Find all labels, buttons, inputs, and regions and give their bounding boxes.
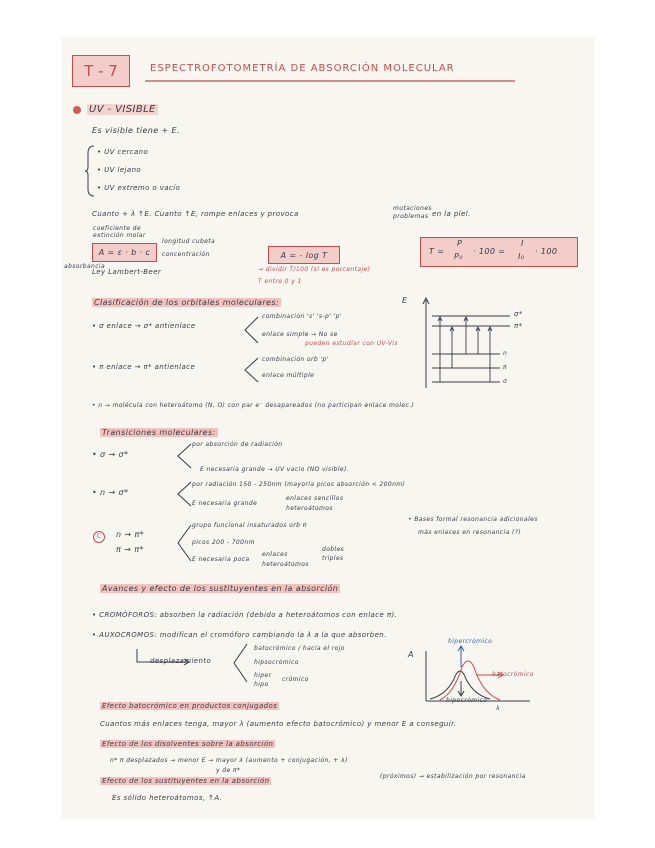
angle-bracket [243,316,259,344]
angle-bracket [232,643,248,683]
energy-axis-label: E [402,296,408,305]
cromoforos-definition: • CROMÓFOROS: absorben la radiación (debido a heteroátomos con enlace π). [92,611,398,619]
uv-list-item: • UV lejano [97,166,142,174]
transition-detail: por absorción de radiación [192,441,283,448]
transition-detail: enlaces [262,551,288,558]
transition-detail: picos 200 - 700nm [192,539,255,546]
sigma-detail: combinación 's' 's-p' 'p' [262,313,342,320]
graph-x-label: λ [496,705,500,712]
transition-detail: triples [322,555,344,562]
lambert-side-label: concentración [162,251,210,258]
uv-note: Cuanto + λ ↑E. Cuanto ↑E, rompe enlaces y provoca [92,210,299,218]
section-classification-heading: Clasificación de los orbitales moleculares: [94,298,280,307]
graph-y-label: A [408,650,414,659]
pi-detail: combinación orb 'p' [262,356,329,363]
displacement-type: crómico [282,676,309,683]
transition-detail: grupo funcional insaturados orb π [192,522,307,529]
auxocromos-definition: • AUXOCROMOS: modifican el cromóforo cambiando la λ a la que absorben. [92,631,387,639]
sigma-detail: enlace simple → No se [262,331,338,338]
energy-level-label: π [503,364,508,371]
transition-detail: E necesaria grande [192,500,258,507]
transition-n-pi: n → π* [116,530,145,539]
uv-intro: Es visible tiene + E. [92,126,180,135]
transition-detail: E necesaria grande → UV vacío (NO visible). [200,466,350,473]
angle-bracket [243,357,259,383]
transition-detail: heteroátomos [262,561,309,568]
transition-n-sigma: • n → σ* [92,488,129,497]
solvents-paragraph: y de π* [216,767,241,774]
page-title: ESPECTROFOTOMETRÍA DE ABSORCIÓN MOLECULAR [150,63,455,74]
energy-level-label: n [503,350,508,357]
transition-detail: dobles [322,546,345,553]
graph-label-hipercromico: hipercrómico [448,638,493,645]
transmittance-formula: T = P P₀ · 100 = I I₀ · 100 [420,237,578,267]
absorbance-label: absorbancia [64,263,106,270]
transition-detail: por radiación 150 - 250nm (mayoría picos absorción < 200nm) [192,481,406,488]
uv-note-end: en la piel. [432,210,471,218]
uv-note-brace-item: problemas [393,213,429,220]
molar-coefficient-label: coeficiente de [93,225,141,232]
sigma-detail-note: pueden estudiar con UV-Vis [305,340,398,347]
energy-level-diagram [420,292,540,392]
circled-mark: C [93,531,105,543]
displacement-label: desplazamiento [150,657,212,665]
uv-list-item: • UV extremo o vacío [97,184,181,192]
substituents-paragraph: Es sólido heteroátomos, ↑A. [112,794,223,802]
graph-label-hipocromico: hipocrómico [446,697,488,704]
transition-detail: enlaces sencillos [286,495,344,502]
conjugated-paragraph: Cuantos más enlaces tenga, mayor λ (aumento efecto batocrómico) y menor E a conseguir. [100,720,457,728]
title-underline [145,78,525,84]
transition-detail: heteroátomos [286,505,333,512]
solvents-paragraph: (próximos) → estabilización por resonancia [380,773,526,780]
transition-sigma: • σ → σ* [92,450,129,459]
sigma-orbital: • σ enlace → σ* antienlace [92,322,196,330]
molar-coefficient-label: extinción molar [93,232,146,239]
section-transitions-heading: Transiciones moleculares: [102,428,216,437]
displacement-type: hipsocrómico [254,659,299,666]
transition-detail: E necesaria poca [192,556,250,563]
section-avances-heading: Avances y efecto de los sustituyentes en la absorción [102,584,339,593]
uv-note-brace-item: mutaciones [393,205,432,212]
lambert-beer-formula: A = ε · b · c [92,243,157,262]
absorbance-note: T entre 0 y 1 [258,278,302,285]
uv-list-item: • UV cercano [97,148,149,156]
list-brace [84,145,96,197]
energy-level-label: σ [503,378,508,385]
energy-level-label: π* [514,322,523,330]
displacement-type: hiper [254,672,272,679]
angle-bracket [176,443,192,469]
lambert-side-label: longitud cubeta [162,238,216,245]
absorbance-note: → dividir T/100 (si es porcentaje) [258,266,371,273]
absorbance-formula: A = - log T [268,246,340,264]
section-uv-heading: UV - VISIBLE [89,104,156,115]
displacement-type: hipo [254,681,269,688]
transition-pi-pi: π → π* [116,545,144,554]
bullet-dot [73,106,81,114]
energy-level-label: σ* [514,310,523,318]
side-note: • Bases formal resonancia adicionales [408,516,538,523]
topic-tag: T - 7 [72,55,130,87]
displacement-type: batocrómico / hacia el rojo [254,645,345,652]
lambert-beer-name: Ley Lambert-Beer [92,268,162,276]
pi-detail: enlace múltiple [262,372,315,379]
pi-orbital: • π enlace → π* antienlace [92,363,196,371]
side-note: más enlaces en resonancia (?) [418,529,522,536]
n-orbital: • n → molécula con heteroátomo (N, O) con par e⁻ desapareados (no participan enlace molec.) [92,402,415,409]
graph-label-batocromico: batocrómico [492,671,534,678]
angle-bracket [176,524,192,562]
angle-bracket [176,481,192,507]
section-solvents-heading: Efecto de los disolventes sobre la absorción [102,740,274,748]
section-conjugated-heading: Efecto batocrómico en productos conjugados [102,702,278,710]
solvents-paragraph: n* π desplazados → menor E → mayor λ (aumento + conjugación, + λ) [110,757,348,764]
section-substituents-heading: Efecto de los sustituyentes en la absorción [102,777,270,785]
